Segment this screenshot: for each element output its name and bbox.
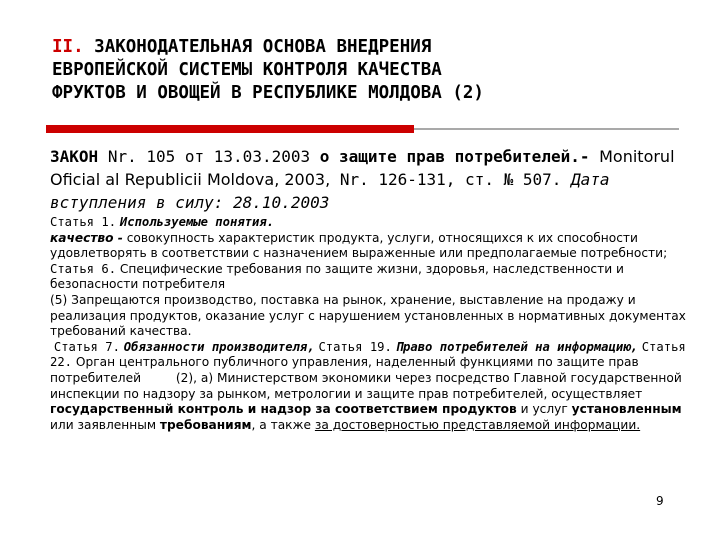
law-monitor: Monitorul Oficial al Republicii Moldova, 2003, (50, 147, 675, 189)
slide-title (52, 36, 692, 105)
law-word: ЗАКОН (50, 147, 99, 166)
law-about: о защите прав потребителей.- (319, 147, 590, 166)
title-line-1-text: ЗАКОНОДАТЕЛЬНАЯ ОСНОВА ВНЕДРЕНИЯ (94, 37, 432, 57)
article-19-title: Право потребителей на информацию, (395, 339, 638, 354)
as-well-text: , а также (251, 417, 312, 432)
title-line-2: ЕВРОПЕЙСКОЙ СИСТЕМЫ КОНТРОЛЯ КАЧЕСТВА (52, 60, 442, 80)
article-6-label: Статья 6. (50, 261, 117, 276)
article-1 (50, 215, 700, 231)
article-19-label: Статья 19. (318, 339, 392, 354)
title-underline-red (46, 125, 414, 133)
article-7-label: Статья 7. (53, 339, 120, 354)
state-control-text: государственный контроль и надзор за соответствием продуктов (50, 402, 517, 417)
or-declared-text: или заявленным (50, 417, 157, 432)
law-nr: Nr. 126-131, ст. № 507. (339, 170, 562, 189)
reliability-text: за достоверностью представляемой информации. (314, 417, 641, 432)
law-header (50, 145, 690, 214)
article-1-label: Статья 1. (50, 215, 117, 229)
established-text: установленным (571, 402, 682, 417)
title-line-3: ФРУКТОВ И ОВОЩЕЙ В РЕСПУБЛИКЕ МОЛДОВА (2) (52, 83, 484, 103)
article-22-label: Статья 22. (50, 339, 686, 370)
title-line-1 (52, 36, 692, 59)
article-6 (50, 262, 700, 293)
article-1-title: Используемые понятия. (119, 215, 275, 229)
article-22-sub: (2), а) Министерством экономики через посредство Главной государственной инспекции по надзору за рынком, метрологии и защите прав потребителей, осуществляет (50, 370, 682, 401)
quality-definition (50, 231, 700, 262)
and-services-text: и услуг (520, 402, 568, 417)
article-22-text: Орган центрального публичного управления, наделенный функциями по защите прав потребителей (50, 355, 639, 385)
title-underline-gray (414, 128, 679, 130)
articles-7-19-22 (50, 340, 700, 434)
article-6-text: Специфические требования по защите жизни, здоровья, наследственности и безопасности потребителя (50, 261, 624, 292)
page-number: 9 (656, 494, 664, 508)
law-effective-date: Дата вступления в силу: 28.10.2003 (50, 170, 610, 212)
law-number: Nr. 105 от (107, 147, 205, 166)
title-number: II. (52, 37, 84, 57)
requirements-text: требованиям (159, 417, 252, 432)
quality-term: качество - (50, 230, 123, 245)
law-articles (50, 215, 700, 433)
article-6-item-5: (5) Запрещаются производство, поставка на рынок, хранение, выставление на продажу и реализация продуктов, оказание услуг с нарушением установленных в нормативных документах требований качества. (50, 292, 686, 339)
law-date: 13.03.2003 (213, 147, 311, 166)
quality-text: совокупность характеристик продукта, услуги, относящихся к их способности удовлетворять в соответствии с назначением выраженные или предполагаемые потребности; (50, 230, 668, 261)
article-7-title: Обязанности производителя, (123, 339, 315, 354)
